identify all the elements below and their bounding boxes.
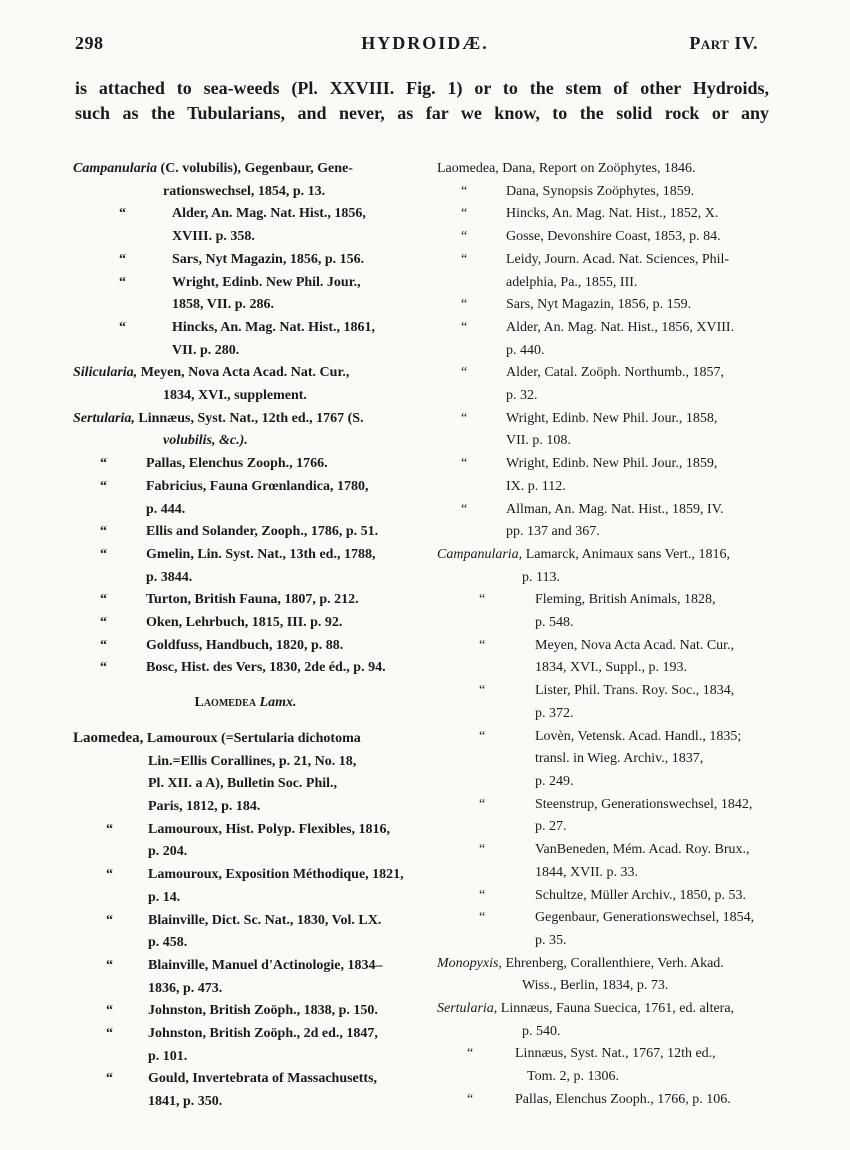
genus-name: Campanularia, — [437, 546, 523, 562]
bib-item — [73, 955, 418, 1000]
bib-item — [437, 226, 778, 249]
bib-item — [73, 476, 418, 521]
ditto-mark: “ — [100, 524, 107, 540]
ditto-mark: “ — [461, 319, 468, 335]
bib-item — [73, 589, 418, 612]
bib-item — [437, 1043, 778, 1088]
entry-text: Meyen, Nova Acta Acad. Nat. Cur., — [137, 365, 350, 381]
entry-text: 1836, p. 473. — [148, 980, 223, 996]
bib-item — [437, 726, 778, 794]
entry-text: Lovèn, Vetensk. Acad. Handl., 1835; — [535, 728, 742, 744]
entry-text: 1844, XVII. p. 33. — [535, 864, 639, 880]
ditto-mark: “ — [100, 615, 107, 631]
intro-line: is attached to sea-weeds (Pl. XXVIII. Fig. 1) or to the stem of other Hydroids, — [75, 78, 769, 98]
entry-text: Blainville, Manuel d'Actinologie, 1834– — [148, 957, 383, 973]
genus-name: Laomedea, — [73, 729, 144, 746]
bib-item — [437, 499, 778, 544]
bib-item — [73, 317, 418, 362]
entry-text: volubilis, &c.). — [163, 433, 248, 449]
entry-text: p. 3844. — [146, 569, 193, 585]
bib-item — [437, 885, 778, 908]
entry-text: p. 440. — [506, 342, 545, 358]
entry-text: rationswechsel, 1854, p. 13. — [163, 183, 326, 199]
intro-line: such as the Tubularians, and never, as far we know, to the solid rock or any — [75, 103, 769, 123]
entry-text: Laomedea, Dana, Report on Zoöphytes, 1846. — [437, 161, 696, 176]
entry-text: Oken, Lehrbuch, 1815, III. p. 92. — [146, 615, 343, 631]
entry-text: p. 35. — [535, 932, 567, 948]
entry-text: Wright, Edinb. New Phil. Jour., — [172, 274, 361, 290]
bib-item — [73, 249, 418, 272]
ditto-mark: “ — [461, 229, 468, 245]
genus-name: Sertularia, — [73, 410, 135, 426]
entry-text: Gegenbaur, Generationswechsel, 1854, — [535, 910, 755, 926]
bib-item — [73, 521, 418, 544]
bib-entry-sertularia — [73, 408, 418, 453]
entry-text: Fleming, British Animals, 1828, — [535, 592, 716, 608]
page-number: 298 — [75, 33, 104, 53]
entry-text: transl. in Wieg. Archiv., 1837, — [535, 751, 704, 767]
bib-entry-sertularia-linnaeus — [437, 998, 778, 1043]
section-heading — [73, 692, 418, 715]
bib-item — [73, 1000, 418, 1023]
entry-text: Gosse, Devonshire Coast, 1853, p. 84. — [506, 229, 721, 245]
entry-text: Steenstrup, Generationswechsel, 1842, — [535, 796, 753, 812]
entry-text: p. 27. — [535, 819, 567, 835]
bib-item — [437, 294, 778, 317]
ditto-mark: “ — [106, 912, 113, 928]
entry-text: adelphia, Pa., 1855, III. — [506, 274, 638, 290]
ditto-mark: “ — [479, 683, 486, 699]
ditto-mark: “ — [479, 910, 486, 926]
intro-paragraph — [75, 76, 769, 126]
genus-name: Monopyxis, — [437, 955, 502, 971]
bib-item — [437, 794, 778, 839]
entry-text: Leidy, Journ. Acad. Nat. Sciences, Phil- — [506, 251, 730, 267]
entry-text: Schultze, Müller Archiv., 1850, p. 53. — [535, 887, 747, 903]
ditto-mark: “ — [461, 183, 468, 199]
bib-item — [437, 453, 778, 498]
entry-text: Lamouroux, Exposition Méthodique, 1821, — [148, 867, 404, 883]
entry-text: Lister, Phil. Trans. Roy. Soc., 1834, — [535, 683, 735, 699]
bib-item — [73, 203, 418, 248]
entry-text: Linnæus, Fauna Suecica, 1761, ed. altera, — [497, 1001, 735, 1017]
left-column — [73, 158, 418, 1114]
entry-text: Ellis and Solander, Zooph., 1786, p. 51. — [146, 524, 379, 540]
entry-text: Wiss., Berlin, 1834, p. 73. — [522, 978, 669, 994]
entry-text: 1834, XVI., supplement. — [163, 388, 307, 404]
entry-text: Dana, Synopsis Zoöphytes, 1859. — [506, 183, 695, 199]
entry-text: Alder, Catal. Zoöph. Northumb., 1857, — [506, 365, 724, 381]
entry-text: (C. volubilis), Gegenbaur, Gene- — [157, 161, 353, 176]
entry-text: Lin.=Ellis Corallines, p. 21, No. 18, — [148, 753, 357, 769]
ditto-mark: “ — [106, 1071, 113, 1087]
ditto-mark: “ — [106, 821, 113, 837]
entry-text: XVIII. p. 358. — [172, 229, 255, 245]
entry-text: Alder, An. Mag. Nat. Hist., 1856, — [172, 206, 366, 222]
ditto-mark: “ — [106, 1003, 113, 1019]
part-label: Part IV. — [689, 33, 758, 53]
bib-item — [437, 589, 778, 634]
entry-text: Blainville, Dict. Sc. Nat., 1830, Vol. LX. — [148, 912, 382, 928]
entry-text: Alder, An. Mag. Nat. Hist., 1856, XVIII. — [506, 319, 735, 335]
entry-text: Pl. XII. a A), Bulletin Soc. Phil., — [148, 776, 338, 792]
entry-text: Ehrenberg, Corallenthiere, Verh. Akad. — [501, 955, 724, 971]
ditto-mark: “ — [100, 546, 107, 562]
entry-text: Hincks, An. Mag. Nat. Hist., 1852, X. — [506, 206, 719, 222]
entry-text: 1841, p. 350. — [148, 1094, 223, 1110]
bib-item — [437, 181, 778, 204]
bib-entry-silicularia — [73, 362, 418, 407]
entry-text: Fabricius, Fauna Grœnlandica, 1780, — [146, 478, 369, 494]
bib-item — [437, 907, 778, 952]
entry-text: 1858, VII. p. 286. — [172, 297, 275, 313]
genus-name: Sertularia, — [437, 1001, 498, 1017]
entry-text: p. 204. — [148, 844, 188, 860]
entry-text: VII. p. 280. — [172, 342, 240, 358]
entry-text: Johnston, British Zoöph., 2d ed., 1847, — [148, 1026, 378, 1042]
ditto-mark: “ — [461, 410, 468, 426]
ditto-mark: “ — [479, 887, 486, 903]
entry-text: 1834, XVI., Suppl., p. 193. — [535, 660, 688, 676]
ditto-mark: “ — [100, 637, 107, 653]
genus-name: Silicularia, — [73, 365, 138, 381]
entry-text: Paris, 1812, p. 184. — [148, 798, 261, 814]
entry-text: Goldfuss, Handbuch, 1820, p. 88. — [146, 637, 344, 653]
ditto-mark: “ — [119, 251, 126, 267]
entry-text: Wright, Edinb. New Phil. Jour., 1859, — [506, 456, 718, 472]
bib-item — [73, 453, 418, 476]
entry-text: IX. p. 112. — [506, 478, 566, 494]
bib-item — [437, 317, 778, 362]
bib-item — [73, 635, 418, 658]
section-author: Lamx. — [259, 695, 297, 711]
entry-text: p. 540. — [522, 1023, 561, 1039]
ditto-mark: “ — [461, 251, 468, 267]
ditto-mark: “ — [461, 365, 468, 381]
bib-item — [437, 249, 778, 294]
ditto-mark: “ — [100, 592, 107, 608]
entry-text: p. 249. — [535, 773, 574, 789]
ditto-mark: “ — [479, 637, 486, 653]
ditto-mark: “ — [100, 456, 107, 472]
entry-text: pp. 137 and 367. — [506, 524, 600, 540]
entry-text: Allman, An. Mag. Nat. Hist., 1859, IV. — [506, 501, 724, 517]
ditto-mark: “ — [106, 867, 113, 883]
bib-item — [437, 839, 778, 884]
ditto-mark: “ — [461, 297, 468, 313]
entry-text: p. 14. — [148, 889, 181, 905]
bib-entry-laomedea-dana — [437, 158, 778, 181]
bib-item — [437, 408, 778, 453]
ditto-mark: “ — [479, 592, 486, 608]
bib-item — [73, 1068, 418, 1113]
entry-text: Johnston, British Zoöph., 1838, p. 150. — [148, 1003, 378, 1019]
bib-entry-monopyxis — [437, 953, 778, 998]
entry-text: Lamouroux, Hist. Polyp. Flexibles, 1816, — [148, 821, 391, 837]
entry-text: p. 32. — [506, 388, 538, 404]
bib-item — [73, 1023, 418, 1068]
entry-text: p. 113. — [522, 569, 560, 585]
entry-text: Bosc, Hist. des Vers, 1830, 2de éd., p. 94. — [146, 660, 386, 676]
ditto-mark: “ — [100, 660, 107, 676]
bib-item — [437, 635, 778, 680]
entry-text: Turton, British Fauna, 1807, p. 212. — [146, 592, 359, 608]
bib-item — [73, 544, 418, 589]
entry-text: Linnæus, Syst. Nat., 1767, 12th ed., — [515, 1046, 716, 1062]
entry-text: Lamouroux (=Sertularia dichotoma — [143, 730, 361, 746]
entry-text: p. 548. — [535, 615, 574, 631]
bib-item — [73, 910, 418, 955]
right-column — [437, 158, 778, 1112]
bib-item — [73, 272, 418, 317]
running-title: HYDROIDÆ. — [361, 33, 489, 53]
bib-item — [73, 819, 418, 864]
entry-text: Sars, Nyt Magazin, 1856, p. 159. — [506, 297, 692, 313]
ditto-mark: “ — [106, 1026, 113, 1042]
bib-item — [437, 362, 778, 407]
entry-text: Sars, Nyt Magazin, 1856, p. 156. — [172, 251, 365, 267]
bib-entry-campanularia-lamarck — [437, 544, 778, 589]
entry-text: Lamarck, Animaux sans Vert., 1816, — [522, 546, 730, 562]
ditto-mark: “ — [461, 206, 468, 222]
entry-text: p. 444. — [146, 501, 186, 517]
bib-item — [73, 657, 418, 680]
entry-text: Gould, Invertebrata of Massachusetts, — [148, 1071, 378, 1087]
bib-item — [437, 203, 778, 226]
bib-item — [437, 1089, 778, 1112]
entry-text: p. 458. — [148, 935, 188, 951]
ditto-mark: “ — [100, 478, 107, 494]
entry-text: Pallas, Elenchus Zooph., 1766. — [146, 456, 328, 472]
entry-text: Linnæus, Syst. Nat., 12th ed., 1767 (S. — [134, 410, 364, 426]
bib-item — [73, 864, 418, 909]
ditto-mark: “ — [106, 957, 113, 973]
genus-name: Campanularia — [73, 161, 158, 176]
ditto-mark: “ — [479, 796, 486, 812]
ditto-mark: “ — [119, 319, 126, 335]
ditto-mark: “ — [467, 1046, 474, 1062]
bib-item — [73, 612, 418, 635]
ditto-mark: “ — [479, 842, 486, 858]
bib-entry-laomedea — [73, 727, 418, 819]
entry-text: Gmelin, Lin. Syst. Nat., 13th ed., 1788, — [146, 546, 376, 562]
entry-text: VII. p. 108. — [506, 433, 571, 449]
entry-text: Wright, Edinb. New Phil. Jour., 1858, — [506, 410, 718, 426]
bib-item — [437, 680, 778, 725]
bib-entry-campanularia — [73, 158, 418, 203]
ditto-mark: “ — [467, 1091, 474, 1107]
ditto-mark: “ — [119, 206, 126, 222]
entry-text: Pallas, Elenchus Zooph., 1766, p. 106. — [515, 1091, 731, 1107]
entry-text: p. 372. — [535, 705, 574, 721]
entry-text: Hincks, An. Mag. Nat. Hist., 1861, — [172, 319, 376, 335]
section-genus: Laomedea — [194, 695, 257, 711]
ditto-mark: “ — [461, 501, 468, 517]
entry-text: Meyen, Nova Acta Acad. Nat. Cur., — [535, 637, 735, 653]
entry-text: p. 101. — [148, 1048, 188, 1064]
ditto-mark: “ — [461, 456, 468, 472]
ditto-mark: “ — [119, 274, 126, 290]
ditto-mark: “ — [479, 728, 486, 744]
entry-text: Tom. 2, p. 1306. — [527, 1069, 619, 1085]
entry-text: VanBeneden, Mém. Acad. Roy. Brux., — [535, 842, 750, 858]
